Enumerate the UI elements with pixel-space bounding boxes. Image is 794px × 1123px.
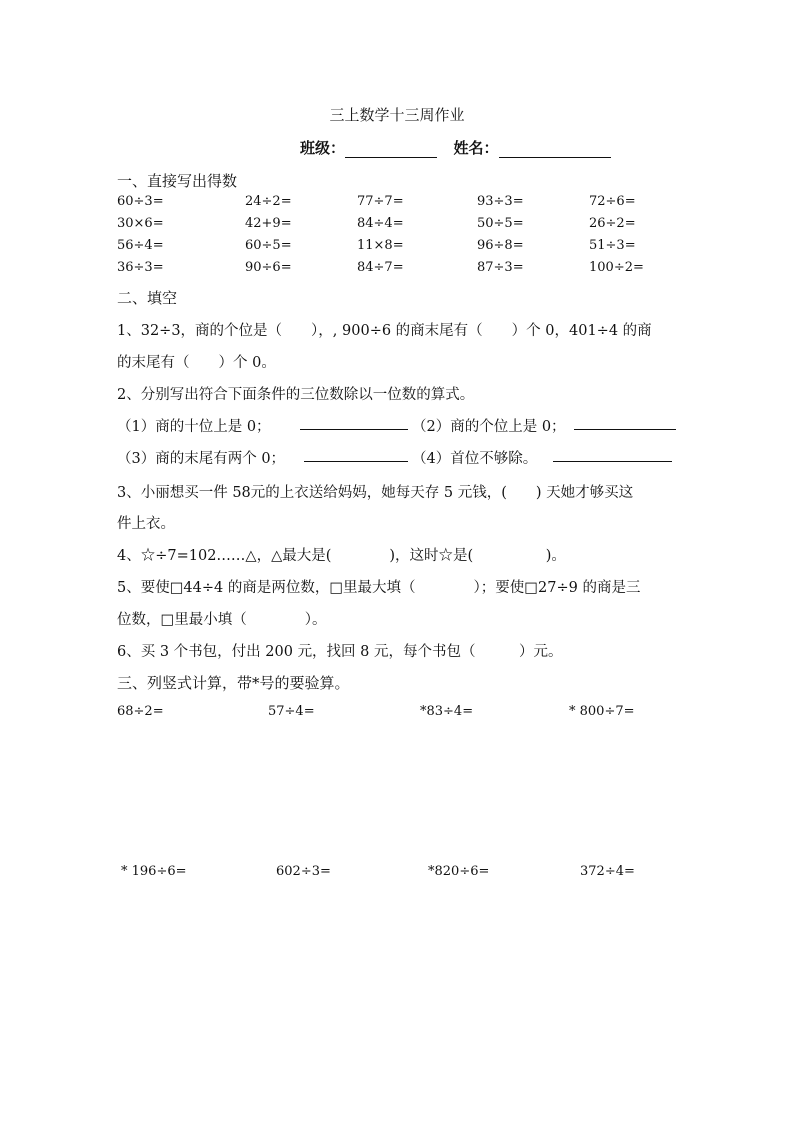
question-6: 6、买 3 个书包，付出 200 元，找回 8 元，每个书包（ ）元。 [117,644,563,660]
question-2-a: （1）商的十位上是 0； [117,419,271,435]
mental-math-item: 84÷7= [357,260,404,275]
mental-math-item: 42+9= [245,216,292,231]
vertical-calc-item: 57÷4= [268,704,315,719]
section1-heading: 一、直接写出得数 [117,172,238,190]
name-label: 姓名： [453,139,499,157]
vertical-calc-item: 602÷3= [276,864,331,879]
question-2-d: （4）首位不够除。 [412,451,538,467]
mental-math-item: 36÷3= [117,260,164,275]
vertical-calc-item: * 800÷7= [569,704,635,719]
mental-math-item: 72÷6= [589,194,636,209]
mental-math-item: 60÷5= [245,238,292,253]
question-2-b: （2）商的个位上是 0； [412,419,566,435]
class-blank[interactable] [345,141,437,158]
mental-math-item: 24÷2= [245,194,292,209]
answer-line-2a[interactable] [300,415,408,430]
vertical-calc-item: 68÷2= [117,704,164,719]
question-1-line-2: 的末尾有（ ）个 0。 [117,355,276,371]
mental-math-item: 11×8= [357,238,404,253]
vertical-calc-item: * 196÷6= [121,864,187,879]
mental-math-item: 84÷4= [357,216,404,231]
class-label: 班级： [300,139,346,157]
question-5-line-1: 5、要使□44÷4 的商是两位数，□里最大填（ ）；要使□27÷9 的商是三 [117,580,641,596]
question-4: 4、☆÷7=102……△，△最大是( )，这时☆是( )。 [117,548,566,564]
mental-math-item: 51÷3= [589,238,636,253]
mental-math-item: 90÷6= [245,260,292,275]
mental-math-item: 77÷7= [357,194,404,209]
answer-line-2c[interactable] [304,447,408,462]
question-5-line-2: 位数，□里最小填（ ）。 [117,612,327,628]
vertical-calc-item: *83÷4= [420,704,474,719]
mental-math-item: 30×6= [117,216,164,231]
page-title: 三上数学十三周作业 [329,106,465,124]
mental-math-item: 87÷3= [477,260,524,275]
question-3-line-2: 件上衣。 [117,516,175,532]
mental-math-item: 50÷5= [477,216,524,231]
mental-math-item: 93÷3= [477,194,524,209]
answer-line-2b[interactable] [574,415,676,430]
question-2: 2、分别写出符合下面条件的三位数除以一位数的算式。 [117,387,475,403]
section2-heading: 二、填空 [117,289,178,307]
mental-math-item: 60÷3= [117,194,164,209]
mental-math-item: 26÷2= [589,216,636,231]
question-1-line-1: 1、32÷3，商的个位是（ ），, 900÷6 的商末尾有（ ）个 0，401÷4 的商 [117,323,652,339]
name-blank[interactable] [499,141,611,158]
vertical-calc-item: 372÷4= [580,864,635,879]
mental-math-item: 100÷2= [589,260,644,275]
question-2-c: （3）商的末尾有两个 0； [117,451,286,467]
mental-math-item: 96÷8= [477,238,524,253]
answer-line-2d[interactable] [553,447,672,462]
section3-heading: 三、列竖式计算，带*号的要验算。 [117,674,350,692]
class-name-line [300,137,611,158]
question-3-line-1: 3、小丽想买一件 58元的上衣送给妈妈，她每天存 5 元钱，( ) 天她才够买这 [117,485,634,501]
mental-math-item: 56÷4= [117,238,164,253]
vertical-calc-item: *820÷6= [428,864,490,879]
